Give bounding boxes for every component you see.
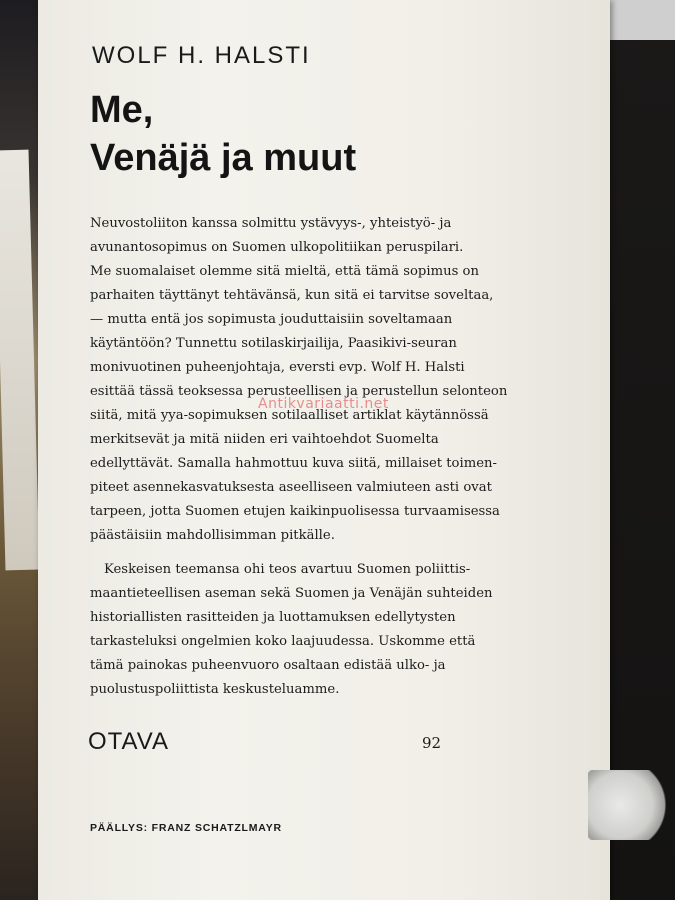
blurb-line: parhaiten täyttänyt tehtävänsä, kun sitä ei tarvitse soveltaa,: [90, 288, 494, 303]
blurb-line: tarpeen, jotta Suomen etujen kaikinpuolisessa turvaamisessa: [90, 504, 500, 519]
blurb-line: edellyttävät. Samalla hahmottuu kuva siitä, millaiset toimen-: [90, 456, 497, 471]
blurb-line: esittää tässä teoksessa perusteellisen ja perustellun selonteon: [90, 384, 508, 399]
title-line-2: Venäjä ja muut: [90, 137, 357, 179]
blurb-line: käytäntöön? Tunnettu sotilaskirjailija, Paasikivi-seuran: [90, 336, 457, 351]
torn-sticker-patch: [588, 770, 668, 840]
catalog-code: 92: [422, 734, 442, 752]
blurb-line: merkitsevät ja mitä niiden eri vaihtoehdot Suomelta: [90, 432, 439, 447]
book-title: [90, 86, 356, 182]
blurb-line: päästäisiin mahdollisimman pitkälle.: [90, 528, 335, 543]
blurb-line: Me suomalaiset olemme sitä mieltä, että tämä sopimus on: [90, 264, 479, 279]
blurb-line: maantieteellisen aseman sekä Suomen ja Venäjän suhteiden: [90, 586, 493, 601]
blurb-line: Keskeisen teemansa ohi teos avartuu Suomen poliittis-: [104, 562, 471, 577]
blurb-line: — mutta entä jos sopimusta jouduttaisiin soveltamaan: [90, 312, 453, 327]
author-name: WOLF H. HALSTI: [92, 42, 311, 69]
publisher-name: OTAVA: [88, 728, 170, 755]
blurb-line: avunantosopimus on Suomen ulkopolitiikan peruspilari.: [90, 240, 464, 255]
blurb-line: piteet asennekasvatuksesta aseelliseen valmiuteen asti ovat: [90, 480, 492, 495]
blurb-line: tarkasteluksi ongelmien koko laajuudessa. Uskomme että: [90, 634, 476, 649]
blurb-line: siitä, mitä yya-sopimuksen sotilaalliset artiklat käytännössä: [90, 408, 489, 423]
title-line-1: Me,: [90, 89, 154, 131]
blurb-line: puolustuspoliittista keskusteluamme.: [90, 682, 340, 697]
blurb-line: Neuvostoliiton kanssa solmittu ystävyys-, yhteistyö- ja: [90, 216, 452, 231]
cover-credit: PÄÄLLYS: FRANZ SCHATZLMAYR: [90, 822, 282, 834]
blurb-line: tämä painokas puheenvuoro osaltaan edistää ulko- ja: [90, 658, 446, 673]
blurb: [90, 212, 520, 702]
blurb-line: monivuotinen puheenjohtaja, eversti evp. Wolf H. Halsti: [90, 360, 465, 375]
blurb-line: historiallisten rasitteiden ja luottamuksen edellytysten: [90, 610, 456, 625]
watermark: Antikvariaatti.net: [258, 396, 389, 412]
